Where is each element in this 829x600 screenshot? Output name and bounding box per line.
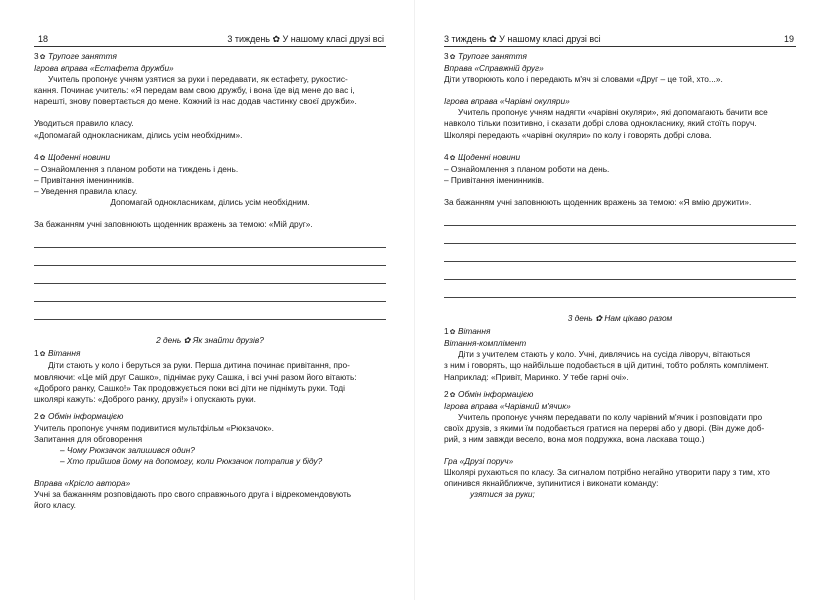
section-title: Обмін інформацією (458, 388, 534, 399)
question-item: – Хто прийшов йому на допомогу, коли Рюкзачок потрапив у біду? (60, 456, 323, 467)
running-head: 3 тиждень ✿ У нашому класі друзі всі (227, 34, 384, 44)
page-body (34, 47, 386, 512)
paragraph-line: Учитель пропонує учням передавати по колу чарівний м'ячик і розповідати про (458, 411, 763, 422)
writing-line (34, 248, 386, 266)
paragraph-line: Учитель пропонує учням подивитися мультфільм «Рюкзачок». (34, 422, 274, 433)
writing-line (444, 244, 796, 262)
flower-icon: ✿ (449, 391, 456, 399)
page-body (444, 47, 796, 500)
question-item: – Чому Рюкзачок залишився один? (60, 445, 195, 456)
page-gutter (414, 0, 415, 600)
day-heading: 2 день ✿ Як знайти друзів? (156, 335, 264, 346)
section-title: Вітання (48, 348, 81, 359)
list-item: – Уведення правила класу. (34, 185, 138, 196)
writing-line (34, 302, 386, 320)
page-number: 19 (783, 34, 794, 44)
section-number: 3 (34, 51, 39, 61)
list-item: – Ознайомлення з планом роботи на день. (444, 163, 610, 174)
section-heading (34, 152, 386, 164)
writing-line (444, 280, 796, 298)
section-title: Щоденні новини (48, 151, 111, 162)
writing-line (444, 262, 796, 280)
paragraph-line: Школярі рухаються по класу. За сигналом потрібно негайно утворити пару з тим, хто (444, 467, 770, 478)
writing-line (34, 266, 386, 284)
flower-icon: ✿ (449, 329, 456, 337)
paragraph-line: з ним і говорять, що найбільше подобається в цій дитині, тобто роблять комплімент. (444, 360, 769, 371)
section-heading (34, 411, 386, 423)
class-rule: Допомагай однокласникам, ділись усім необхідним. (110, 197, 310, 208)
paragraph-line: Запитання для обговорення (34, 433, 143, 444)
exercise-title: Вітання-комплімент (444, 338, 527, 349)
list-item: – Привітання іменинників. (34, 174, 135, 185)
paragraph-line: «Допомагай однокласникам, ділись усім необхідним». (34, 129, 243, 140)
paragraph-line: Наприклад: «Привіт, Маринко. У тебе гарні очі». (444, 371, 629, 382)
page-number: 18 (38, 34, 49, 44)
paragraph-line: його класу. (34, 500, 76, 511)
paragraph-line: своїх друзів, з якими їм подобається гратися на перерві або у дворі. (Він дуже доб- (444, 422, 765, 433)
writing-lines (444, 208, 796, 298)
paragraph-line: кання. Починає учитель: «Я передам вам свою дружбу, і вона їде від мене до вас і, (34, 85, 355, 96)
flower-icon: ✿ (449, 154, 456, 162)
flower-icon: ✿ (39, 54, 46, 61)
paragraph-line: мовляючи: «Це мій друг Сашко», піднімає руку Сашка, і всі учні разом його вітають: (34, 371, 357, 382)
exercise-title: Вправа «Справжній друг» (444, 63, 544, 74)
section-heading (444, 51, 796, 63)
right-page (444, 0, 796, 600)
section-number: 4 (444, 151, 449, 162)
paragraph-line: За бажанням учні заповнюють щоденник вражень за темою: «Я вмію дружити». (444, 196, 752, 207)
page-header (34, 32, 386, 47)
paragraph-line: рий, з ним завжди весело, вона моя подружка, вона ласкава тощо.) (444, 433, 705, 444)
paragraph-line: Учні за бажанням розповідають про свого справжнього друга і відрекомендовують (34, 489, 352, 500)
flower-icon: ✿ (39, 351, 46, 359)
paragraph-line: Діти утворюють коло і передають м'яч зі словами «Друг – це той, хто...». (444, 74, 723, 85)
flower-icon: ✿ (39, 413, 46, 421)
day-heading: 3 день ✿ Нам цікаво разом (567, 313, 673, 324)
section-heading (34, 51, 386, 63)
page-header (444, 32, 796, 47)
left-page (34, 0, 386, 600)
paragraph-line: Уводиться правило класу. (34, 118, 134, 129)
paragraph-line: школярі кажуть: «Доброго ранку, друзі!» і опускають руки. (34, 393, 256, 404)
writing-line (444, 208, 796, 226)
paragraph-line: нарешті, знову повертається до мене. Кожний із нас додав частинку своєї дружби». (34, 96, 357, 107)
paragraph-line: Школярі передають «чарівні окуляри» по колу і говорять добрі слова. (444, 129, 712, 140)
section-heading (444, 389, 796, 401)
writing-lines (34, 230, 386, 320)
exercise-title: Гра «Друзі поруч» (444, 456, 514, 467)
paragraph-line: Учитель пропонує учням узятися за руки і передавати, як естафету, рукостис- (48, 74, 348, 85)
exercise-title: Ігрова вправа «Чарівні окуляри» (444, 96, 570, 107)
section-number: 2 (444, 388, 449, 399)
section-heading (444, 326, 796, 338)
list-item: – Привітання іменинників. (444, 174, 545, 185)
exercise-title: Ігрова вправа «Чарівний м'ячик» (444, 400, 571, 411)
section-title: Трупоге заняття (48, 51, 117, 61)
section-title: Обмін інформацією (48, 410, 124, 421)
flower-icon: ✿ (39, 154, 46, 162)
paragraph-line: Учитель пропонує учням надягти «чарівні окуляри», які допомагають бачити все (458, 107, 768, 118)
writing-line (444, 226, 796, 244)
flower-icon: ✿ (449, 54, 456, 61)
paragraph-line: За бажанням учні заповнюють щоденник вражень за темою: «Мій друг». (34, 219, 313, 230)
paragraph-line: навколо тільки позитивно, і сказати добрі слова однокласнику, який стоїть поруч. (444, 118, 757, 129)
section-heading (444, 152, 796, 164)
paragraph-line: Діти з учителем стають у коло. Учні, дивлячись на сусіда ліворуч, вітаються (458, 349, 751, 360)
command-item: узятися за руки; (470, 489, 535, 500)
section-title: Щоденні новини (458, 151, 521, 162)
writing-line (34, 284, 386, 302)
exercise-title: Ігрова вправа «Естафета дружби» (34, 63, 174, 74)
running-head: 3 тиждень ✿ У нашому класі друзі всі (444, 34, 601, 44)
section-title: Трупоге заняття (458, 51, 527, 61)
section-number: 4 (34, 151, 39, 162)
paragraph-line: «Доброго ранку, Сашко!» Так продовжується поки всі діти не піднімуть руки. Тоді (34, 382, 345, 393)
paragraph-line: опинився якнайближче, зупинитися і виконати команду: (444, 478, 659, 489)
section-number: 3 (444, 51, 449, 61)
writing-line (34, 230, 386, 248)
section-number: 1 (444, 326, 449, 337)
list-item: – Ознайомлення з планом роботи на тиждень і день. (34, 163, 239, 174)
section-number: 2 (34, 410, 39, 421)
section-number: 1 (34, 348, 39, 359)
exercise-title: Вправа «Крісло автора» (34, 478, 131, 489)
paragraph-line: Діти стають у коло і беруться за руки. Перша дитина починає привітання, про- (48, 360, 350, 371)
section-title: Вітання (458, 326, 491, 337)
section-heading (34, 348, 386, 360)
